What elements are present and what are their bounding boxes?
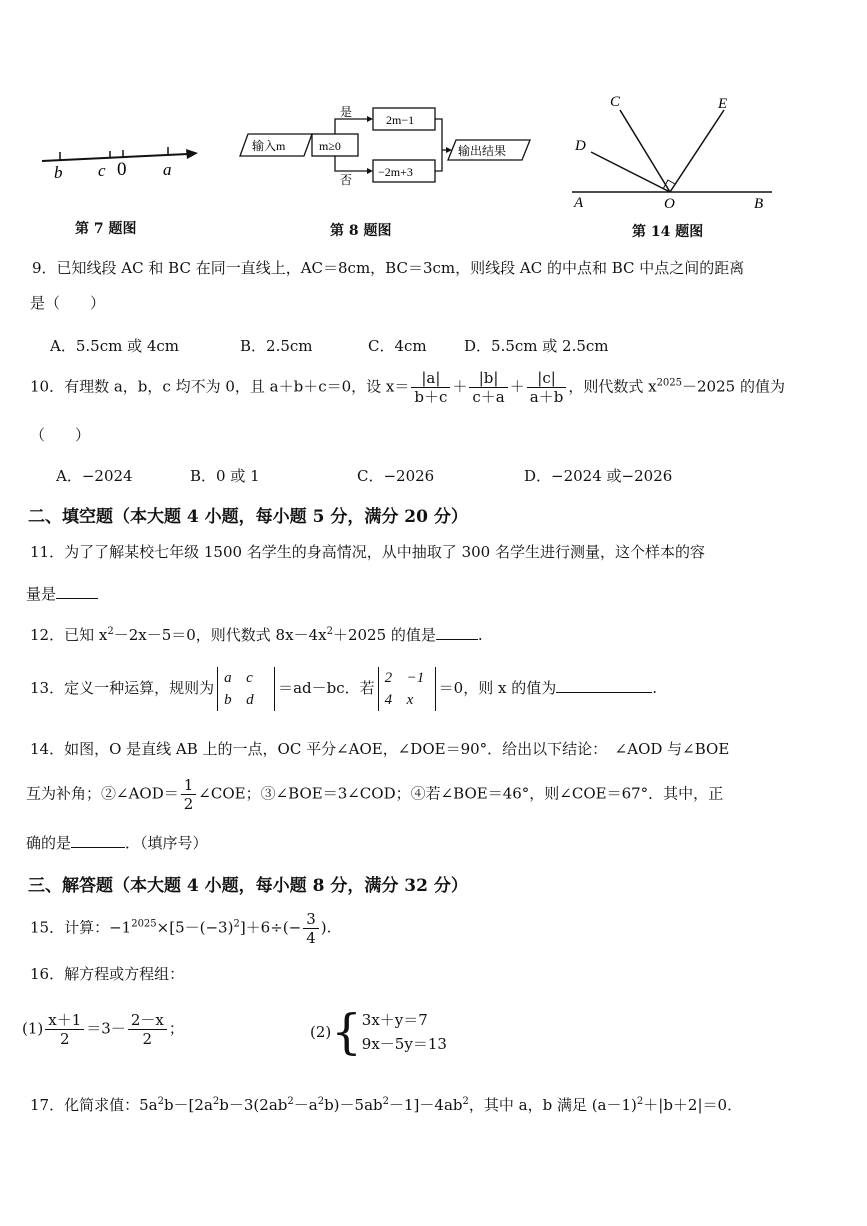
q13-stem: 13．定义一种运算，规则为a c b d＝ad－bc．若2 −1 4 x＝0，则 x 的值为 . <box>30 667 657 711</box>
q10-tail-a: ，则代数式 x <box>568 377 657 396</box>
q10-option-b: B．0 或 1 <box>190 467 260 485</box>
q14-fraction-half: $\frac{1}{2}$ <box>181 776 197 813</box>
q13-determinant-2: 2 −1 4 x <box>378 667 436 711</box>
figure-14-caption: 第 14 题图 <box>632 224 704 240</box>
point-b-label: b <box>54 163 63 182</box>
q13-answer-blank[interactable] <box>556 678 652 693</box>
q10-option-c: C．−2026 <box>357 467 435 485</box>
q16-fraction-2: $\frac{2-x}{2}$ <box>128 1011 167 1048</box>
output-label: 输出结果 <box>458 144 507 158</box>
no-label: 否 <box>340 173 353 187</box>
point-a-label: a <box>163 160 172 179</box>
q10-fraction-c: $\frac{|c|}{a+b}$ <box>527 369 567 406</box>
input-label: 输入m <box>252 139 286 153</box>
point-E-label: E <box>718 96 728 112</box>
q15-fraction: $\frac{3}{4}$ <box>303 910 319 947</box>
q12-answer-blank[interactable] <box>436 625 478 640</box>
q12-stem: 12．已知 $x^2-2x-5=0$，则代数式 $8x-4x^2+2025$ 的值是 . <box>30 626 483 644</box>
q11-stem-line1: 11．为了了解某校七年级 1500 名学生的身高情况，从中抽取了 300 名学生进行测量，这个样本的容 <box>30 543 705 561</box>
point-D-label: D <box>575 138 586 154</box>
figure-7-number-line <box>38 138 208 183</box>
yes-expression: 2m−1 <box>386 113 415 127</box>
yes-label: 是 <box>340 105 353 119</box>
q16-title: 16．解方程或方程组： <box>30 965 185 983</box>
q9-option-d: D．5.5cm 或 2.5cm <box>464 337 609 355</box>
condition-label: m≥0 <box>319 139 341 153</box>
q16-part-1: (1) $\frac{x+1}{2}$ ＝3－ $\frac{2-x}{2}$ ； <box>22 1011 184 1048</box>
figure-8-flowchart <box>236 100 556 195</box>
q14-stem-line2: 互为补角；②∠AOD＝ $\frac{1}{2}$ ∠COE；③∠BOE＝3∠COD；④若∠BOE＝46°，则∠COE＝67°．其中，正 <box>26 776 724 813</box>
q10-exponent: 2025 <box>656 377 683 389</box>
point-C-label: C <box>610 94 621 110</box>
q10-lead: 10．有理数 a，b，c 均不为 0，且 a＋b＋c＝0，设 x＝ <box>30 377 410 396</box>
q10-option-a: A．−2024 <box>56 467 133 485</box>
point-O-label: O <box>664 196 675 212</box>
q9-stem-line2: 是（ ） <box>30 294 106 312</box>
section-3-heading: 三、解答题（本大题 4 小题，每小题 8 分，满分 32 分） <box>28 876 468 896</box>
q10-option-d: D．−2024 或−2026 <box>524 467 673 485</box>
q10-tail-b: －2025 的值为 <box>682 377 785 396</box>
q14-answer-blank[interactable] <box>71 833 125 848</box>
point-c-label: c <box>98 161 106 180</box>
q15-stem: 15．计算：$-1^{2025}\times[5-(-3)^2]+6\div(-$ $\frac{3}{4}$ ). <box>30 910 332 947</box>
q9-option-c: C．4cm <box>368 337 427 355</box>
q16-system-equations: 3x＋y＝7 9x－5y＝13 <box>361 1011 447 1053</box>
q16-fraction-1: $\frac{x+1}{2}$ <box>45 1011 84 1048</box>
q9-stem-line1: 9．已知线段 AC 和 BC 在同一直线上，AC＝8cm，BC＝3cm，则线段 AC 的中点和 BC 中点之间的距离 <box>32 259 745 277</box>
q11-answer-blank[interactable] <box>56 584 98 599</box>
q16-system-brace: { <box>331 1004 362 1060</box>
figure-14-angles <box>566 92 781 217</box>
figure-7-caption: 第 7 题图 <box>75 221 137 237</box>
no-expression: −2m+3 <box>378 165 413 179</box>
q11-stem-line2: 量是 <box>26 583 98 605</box>
point-B-label: B <box>754 196 764 212</box>
point-0-label: 0 <box>117 159 127 180</box>
q16-part-2: (2){3x＋y＝7 9x－5y＝13 <box>310 1004 447 1060</box>
q9-option-b: B．2.5cm <box>240 337 313 355</box>
q14-stem-line1: 14．如图，O 是直线 AB 上的一点，OC 平分∠AOE，∠DOE＝90°．给出以下结论： ∠AOD 与∠BOE <box>30 740 730 758</box>
q9-option-a: A．5.5cm 或 4cm <box>50 337 180 355</box>
q10-fraction-a: $\frac{|a|}{b+c}$ <box>411 369 450 406</box>
figure-8-caption: 第 8 题图 <box>330 223 392 239</box>
q10-fraction-b: $\frac{|b|}{c+a}$ <box>469 369 507 406</box>
point-A-label: A <box>574 195 584 211</box>
q10-paren: （ ） <box>30 426 91 444</box>
section-2-heading: 二、填空题（本大题 4 小题，每小题 5 分，满分 20 分） <box>28 507 468 527</box>
q17-stem: 17．化简求值：$5a^2b-[2a^2b-3(2ab^2-a^2b)-5ab^2-1]-4ab^2$，其中 a，b 满足 $(a-1)^2+|b+2|=0$． <box>30 1096 743 1114</box>
q13-determinant-1: a c b d <box>217 667 275 711</box>
q14-stem-line3: 确的是 ．（填序号） <box>26 834 208 852</box>
q10-stem: 10．有理数 a，b，c 均不为 0，且 a＋b＋c＝0，设 x＝ $\frac{|a|}{b+c}$ ＋ $\frac{|b|}{c+a}$ ＋ $\frac{|c|}{a+b}$ ，则代数式 $x^{2025}-2025$ 的值为 <box>30 369 785 406</box>
